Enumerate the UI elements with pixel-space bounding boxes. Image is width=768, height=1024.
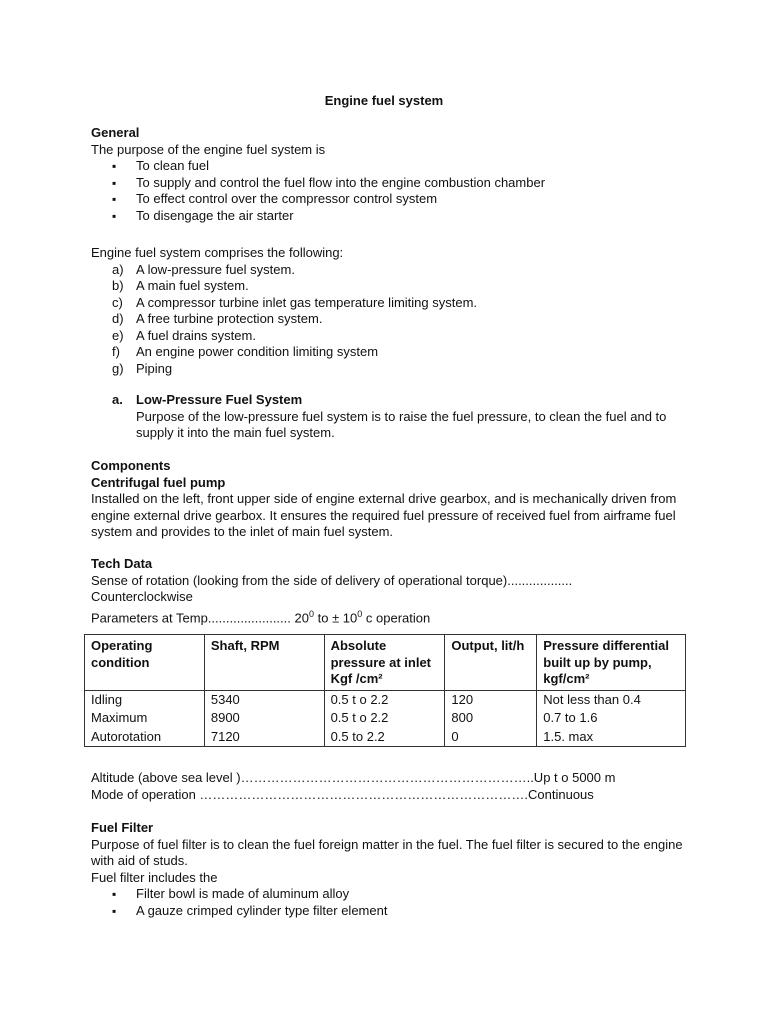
pump-spec-table (84, 634, 686, 747)
fuel-filter-heading: Fuel Filter (91, 820, 154, 835)
list-item: ▪ To disengage the air starter (91, 208, 691, 225)
list-marker: g) (112, 360, 124, 376)
rotation-line: Sense of rotation (looking from the side of delivery of operational torque).................. (91, 572, 573, 588)
list-item: ▪ To effect control over the compressor control system (91, 191, 691, 208)
list-item: ▪ To clean fuel (91, 158, 691, 175)
list-item (91, 311, 691, 328)
table-cell: 7120 (204, 728, 324, 747)
list-marker: a) (112, 261, 124, 277)
list-item: ▪ A gauze crimped cylinder type filter element (91, 903, 691, 920)
list-item-text: A low-pressure fuel system. (136, 261, 295, 277)
list-item-text: A fuel drains system. (136, 327, 256, 343)
list-item (91, 344, 691, 361)
comprises-list (91, 262, 691, 378)
temp-range: to ± 10 (314, 609, 358, 625)
altitude-line: Altitude (above sea level )…………………………………………………………..Up t o 5000 m (91, 770, 616, 785)
operating-limits (91, 770, 701, 803)
table-cell: 0.5 t o 2.2 (324, 709, 445, 728)
low-pressure-body: Purpose of the low-pressure fuel system is to raise the fuel pressure, to clean the fuel and to supply it into the main fuel system. (136, 408, 667, 440)
temp-suffix: c operation (362, 609, 431, 625)
table-cell: 5340 (204, 690, 324, 709)
components-section (91, 458, 691, 541)
list-marker: c) (112, 294, 123, 310)
table-cell: Not less than 0.4 (537, 690, 686, 709)
list-item-text: An engine power condition limiting system (136, 344, 379, 359)
fuel-filter-body: Purpose of fuel filter is to clean the fuel foreign matter in the fuel. The fuel filter is secured to the engine with aid of studs. (91, 836, 683, 868)
list-item-text: Piping (136, 360, 173, 376)
list-item-text: A free turbine protection system. (136, 311, 323, 326)
low-pressure-section (91, 392, 671, 442)
purpose-list (91, 158, 691, 224)
general-section (91, 125, 691, 224)
table-row (85, 709, 686, 728)
components-heading: Components (91, 458, 171, 473)
column-header: Shaft, RPM (204, 635, 324, 691)
comprises-section (91, 245, 691, 377)
degree-mark: 0 (357, 608, 363, 619)
list-item (91, 295, 691, 312)
parameters-line (91, 606, 691, 627)
rotation-value: Counterclockwise (91, 589, 193, 604)
tech-data-section (91, 556, 691, 626)
general-intro: The purpose of the engine fuel system is (91, 141, 326, 157)
table-cell: 1.5. max (537, 728, 686, 747)
pump-heading: Centrifugal fuel pump (91, 474, 226, 490)
list-item (91, 361, 691, 378)
filter-list (91, 886, 691, 919)
list-item (91, 278, 691, 295)
table-cell: 8900 (204, 709, 324, 728)
general-heading: General (91, 125, 140, 140)
list-item: ▪ Filter bowl is made of aluminum alloy (91, 886, 691, 903)
table-cell: 120 (445, 690, 537, 709)
parameters-label: Parameters at Temp....................... (91, 609, 291, 625)
page-title: Engine fuel system (324, 93, 444, 108)
low-pressure-heading: Low-Pressure Fuel System (136, 392, 303, 407)
column-header: Output, lit/h (445, 635, 537, 691)
table-cell: Autorotation (85, 728, 205, 747)
tech-data-heading: Tech Data (91, 556, 153, 571)
table-cell: 0 (445, 728, 537, 747)
table-cell: 800 (445, 709, 537, 728)
list-marker: e) (112, 327, 124, 343)
column-header: Pressure differential built up by pump, kgf/cm² (537, 635, 686, 691)
column-header: Operating condition (85, 635, 205, 691)
list-item (91, 262, 691, 279)
table-row (85, 690, 686, 709)
fuel-filter-section (91, 820, 691, 919)
list-item: ▪ To supply and control the fuel flow into the engine combustion chamber (91, 175, 691, 192)
temp-value: 20 (294, 609, 309, 625)
list-marker: d) (112, 311, 124, 326)
column-header: Absolute pressure at inlet Kgf /cm² (324, 635, 445, 691)
comprises-intro: Engine fuel system comprises the following: (91, 245, 344, 260)
mode-line: Mode of operation ………………………………………………………………….Continuous (91, 786, 594, 802)
list-item-text: A compressor turbine inlet gas temperature limiting system. (136, 294, 478, 310)
table-cell: 0.5 to 2.2 (324, 728, 445, 747)
table-cell: Maximum (85, 709, 205, 728)
table-cell: Idling (85, 690, 205, 709)
table-header-row (85, 635, 686, 691)
table-cell: 0.5 t o 2.2 (324, 690, 445, 709)
degree-mark: 0 (308, 608, 314, 619)
section-marker: a. (112, 392, 123, 407)
list-marker: b) (112, 278, 124, 293)
list-item-text: A main fuel system. (136, 278, 249, 293)
pump-body: Installed on the left, front upper side of engine external drive gearbox, and is mechanically driven from engine external drive gearbox. It ensures the required fuel pressure of received fuel from airframe fuel system and provides to the inlet of main fuel system. (91, 491, 677, 539)
list-item (91, 328, 691, 345)
list-marker: f) (112, 344, 120, 359)
table-cell: 0.7 to 1.6 (537, 709, 686, 728)
fuel-filter-includes: Fuel filter includes the (91, 869, 218, 885)
table-row (85, 728, 686, 747)
